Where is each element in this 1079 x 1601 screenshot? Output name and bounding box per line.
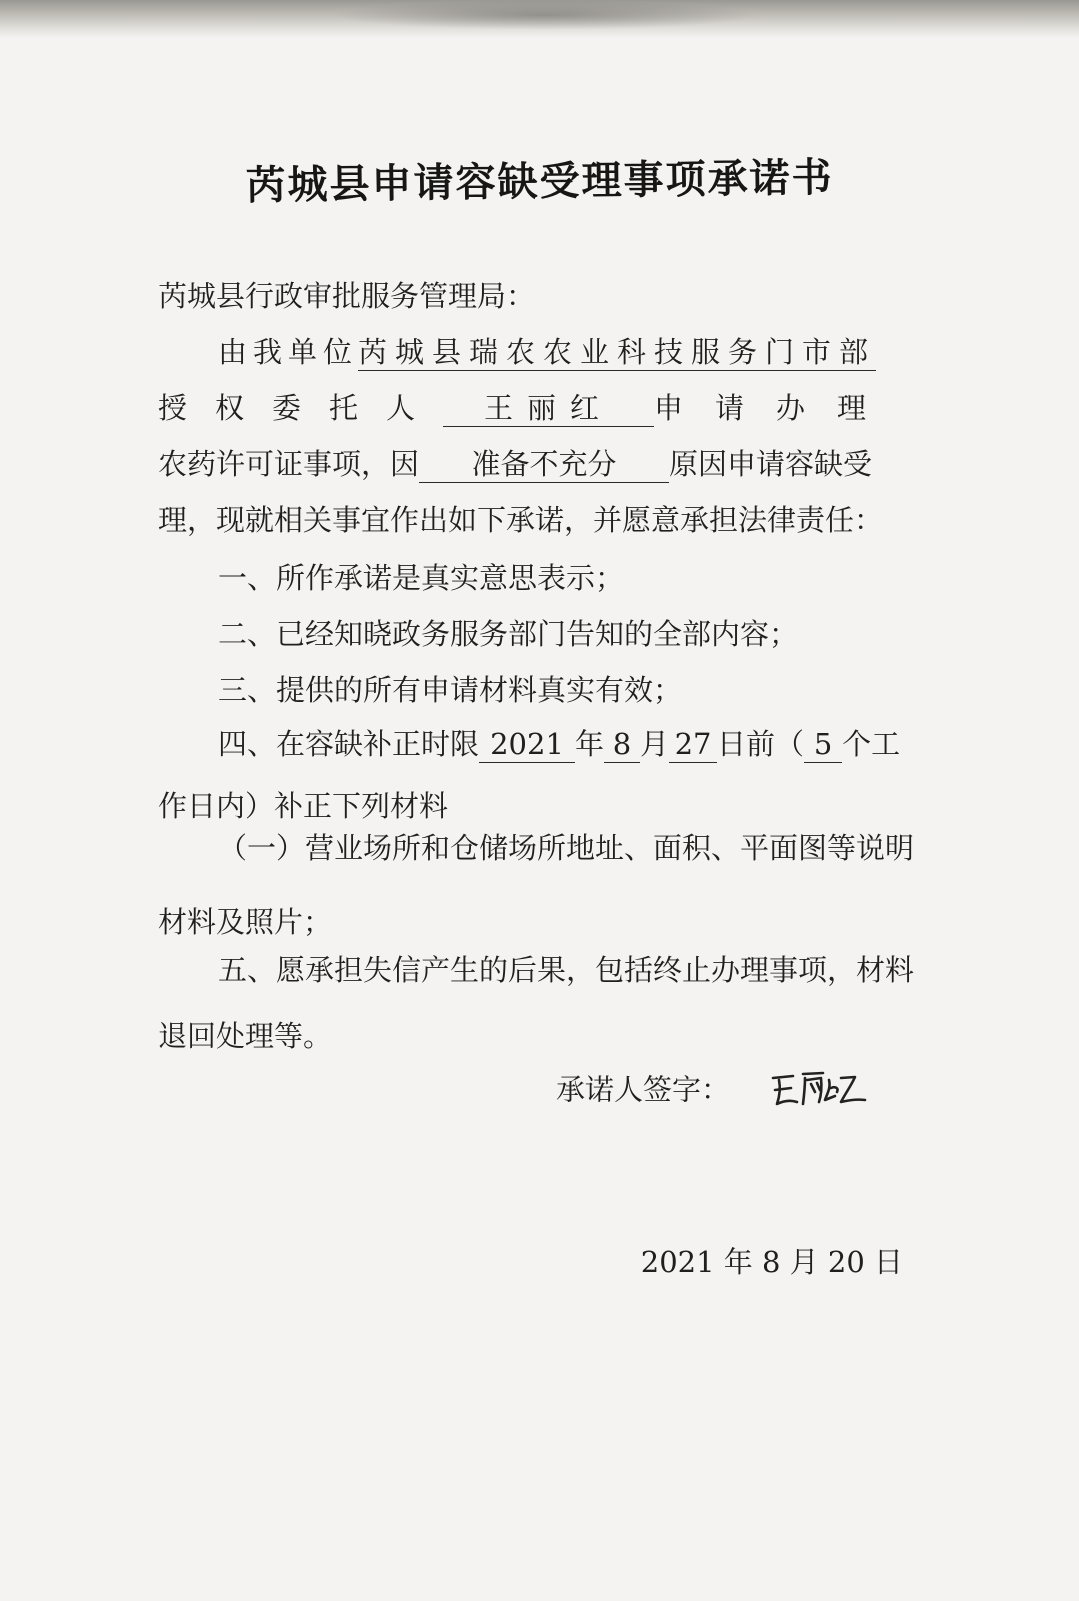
sub-item-one: （一）营业场所和仓储场所地址、面积、平面图等说明: [218, 831, 915, 865]
item-two: 二、已经知晓政务服务部门告知的全部内容；: [218, 617, 799, 651]
item-five-continued: 退回处理等。: [158, 1019, 333, 1053]
deadline-day-unit: 日前（: [717, 727, 805, 761]
unit-name-field: 芮城县瑞农农业科技服务门市部: [358, 335, 877, 369]
work-days-field: 5: [804, 726, 842, 763]
signature-label: 承诺人签字：: [556, 1072, 731, 1107]
signature-block: [556, 1066, 869, 1110]
signing-date: 2021 年 8 月 20 日: [640, 1245, 903, 1279]
delegate-line: [158, 388, 898, 428]
reason-suffix: 原因申请容缺受: [669, 447, 873, 481]
commitment-intro-line: 理，现就相关事宜作出如下承诺，并愿意承担法律责任：: [158, 503, 884, 537]
item-four-continued: 作日内）补正下列材料: [158, 789, 449, 823]
recipient-line: 芮城县行政审批服务管理局：: [158, 279, 536, 313]
unit-prefix: 由我单位: [218, 335, 359, 369]
item-four: [218, 724, 978, 764]
document-title: 芮城县申请容缺受理事项承诺书: [245, 153, 834, 210]
reason-prefix: 农药许可证事项，因: [158, 447, 420, 481]
work-days-unit: 个工: [842, 727, 901, 761]
deadline-day-field: 27: [669, 726, 717, 763]
handwritten-signature: [769, 1066, 869, 1110]
item-four-prefix: 四、在容缺补正时限: [218, 727, 480, 761]
sub-item-one-continued: 材料及照片；: [158, 905, 333, 939]
deadline-month-unit: 月: [640, 727, 670, 761]
delegate-name-field: 王丽红: [443, 390, 654, 427]
deadline-year-field: 2021: [479, 726, 575, 763]
deadline-year-unit: 年: [575, 727, 605, 761]
deadline-month-field: 8: [604, 726, 640, 763]
delegate-label: 授权委托人: [158, 391, 444, 425]
reason-line: [158, 444, 918, 484]
unit-line: [218, 332, 898, 372]
item-one: 一、所作承诺是真实意思表示；: [218, 561, 625, 595]
item-three: 三、提供的所有申请材料真实有效；: [218, 673, 683, 707]
delegate-suffix: 申请办理: [653, 391, 898, 425]
item-five: 五、愿承担失信产生的后果，包括终止办理事项，材料: [218, 953, 915, 987]
reason-field: 准备不充分: [419, 446, 669, 483]
